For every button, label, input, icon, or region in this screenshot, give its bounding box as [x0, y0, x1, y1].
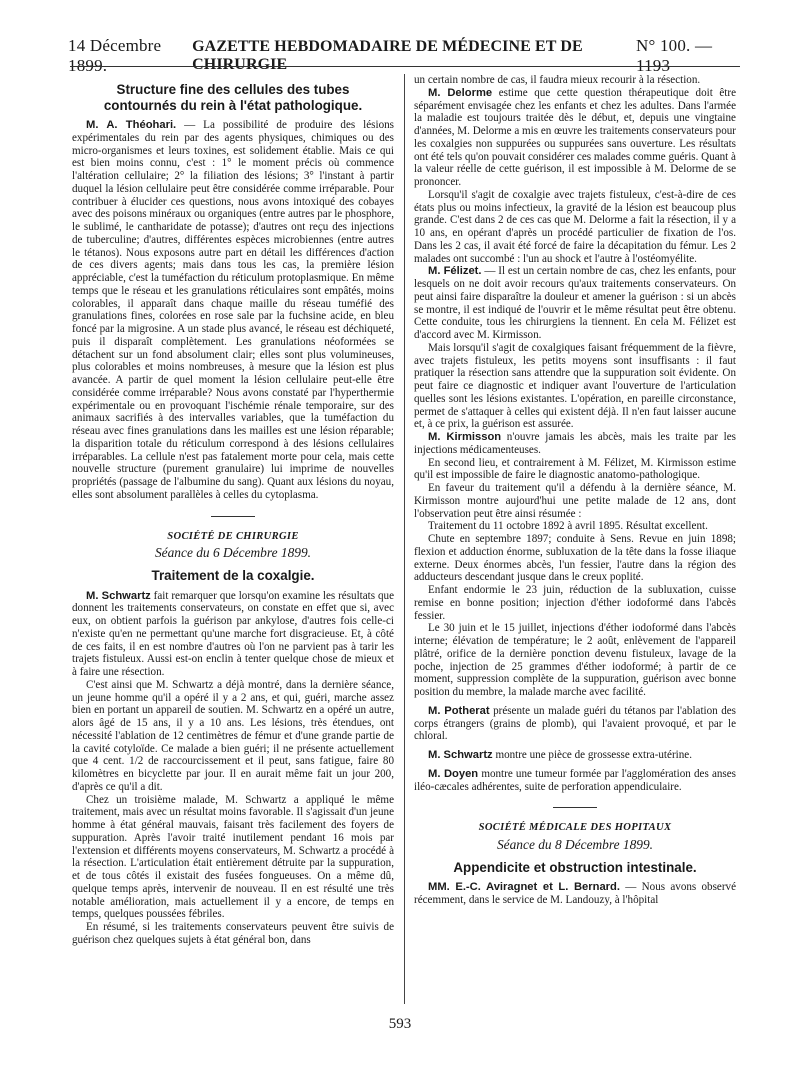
paragraph-kirmisson-6: Enfant endormie le 23 juin, réduction de la subluxation, cuisse remise en bonne position; injection d'éther iodoformé dans l'abcès fessier.: [414, 584, 736, 622]
paragraph-kirmisson-2: En second lieu, et contrairement à M. Félizet, M. Kirmisson estime qu'il est impossible de faire le diagnostic anatomo-pathologique.: [414, 456, 736, 482]
paragraph-kirmisson-7: Le 30 juin et le 15 juillet, injections d'éther iodoformé dans l'abcès interne; élévation de température; le 2 août, enlèvement de l'appareil plâtré, orifice de la dernière ponction devenu fistuleux, lavage de la poche, injection de 25 grammes d'éther iodoformé; à partir de ce moment, suppression complète de la suppuration, guérison avec bonne position du membre, la malade marche avec facilité.: [414, 622, 736, 698]
paragraph-felizet-2: Mais lorsqu'il s'agit de coxalgiques faisant fréquemment de la fièvre, avec trajets fistuleux, les petits moyens sont insuffisants : il faut pratiquer la résection sans attendre que la suppuration soit évidente. On peut faire ce diagnostic et indiquer avant l'ouverture de l'articulation quelles sont les lésions existantes. L'opération, en pareille circonstance, permet de s'attaquer à celles qui existent déjà. Il n'en faut laisser aucune et, à ce prix, la guérison est assurée.: [414, 341, 736, 431]
left-column: [72, 72, 394, 1006]
author-potherat: M. Potherat: [428, 704, 490, 717]
header-date: 14 Décembre 1899.: [68, 36, 162, 75]
section-separator: [211, 516, 255, 517]
header-issue-page: N° 100. — 1193: [636, 36, 713, 75]
section-separator-2: [553, 807, 597, 808]
running-header: [68, 36, 740, 75]
society-heading-hopitaux: SOCIÉTÉ MÉDICALE DES HOPITAUX: [478, 822, 672, 834]
seance-date-hopitaux: Séance du 8 Décembre 1899.: [496, 837, 654, 852]
paragraph-continued: un certain nombre de cas, il faudra mieux recourir à la résection.: [414, 74, 701, 86]
author-schwartz: M. Schwartz: [86, 589, 151, 602]
paragraph-doyen: M. Doyen montre une tumeur formée par l'agglomération des anses iléo-cæcales adhérentes, suite de perforation appendiculaire.: [414, 767, 736, 793]
paragraph-schwartz-3: Chez un troisième malade, M. Schwartz a appliqué le même traitement, mais avec un résultat moins favorable. Il s'agissait d'un jeune homme à état général mauvais, faisant très facilement des foyers de suppuration. Après l'avoir traité inutilement pendant 16 mois par l'extension et différents moyens conservateurs, M. Schwartz a procédé à la résection. L'articulation était entièrement détruite par la suppuration, et de tous côtés il existait des fusées fongueuses. On a même dû, quelque temps après, intervenir de nouveau. Il en est résulté une très notable amélioration, mais actuellement il y a encore, de temps en temps, quelques poussées fébriles.: [72, 793, 394, 921]
author-delorme: M. Delorme: [428, 86, 493, 99]
paragraph-schwartz-1: M. Schwartz fait remarquer que lorsqu'on examine les résultats que donnent les traitements conservateurs, on constate en effet que si, avec eux, on obtient parfois la guérison par ankylose, d'autres fois celle-ci n'existe qu'en ne permettant qu'une marche fort disgracieuse. Et, à côté de ces faits, il en est nombre d'autres où l'on ne parvient pas à tarir les trajets fistuleux. Aussi est-on enclin à tenter quelque chose de mieux et à faire une résection.: [72, 589, 394, 678]
article-title-structure: Structure fine des cellules des tubes contournés du rein à l'état pathologique.: [103, 82, 363, 113]
author-theohari: M. A. Théohari.: [86, 119, 177, 131]
paragraph-kirmisson-3: En faveur du traitement qu'il a défendu à la dernière séance, M. Kirmisson montre aujourd'hui une petite malade de 12 ans, dont l'observation peut être ainsi résumée :: [414, 482, 736, 520]
author-felizet: M. Félizet.: [428, 265, 482, 278]
paragraph-schwartz-4: En résumé, si les traitements conservateurs peuvent être suivis de guérison chez quelques sujets à état général bon, dans: [72, 921, 394, 946]
paragraph-delorme-1: M. Delorme estime que cette question thérapeutique doit être séparément envisagée chez les enfants et chez les adultes. Dans l'armée la maladie est toujours traitée dès le début, et, depuis une vingtaine d'années, M. Delorme a mis en œuvre les traitements conservateurs pour les coxalgies non suppurées ou suppurées sans ouverture. Les résultats ont été tels qu'on pouvait considérer ces malades comme guéris. Quant à la valeur réelle de cette guérison, il est impossible à M. Delorme de se prononcer.: [414, 86, 736, 188]
seance-date-chirurgie: Séance du 6 Décembre 1899.: [154, 545, 312, 561]
paragraph-kirmisson-5: Chute en septembre 1897; conduite à Sens. Revue en juin 1898; flexion et adduction énorme, subluxation de la tête dans la fosse iliaque externe. Deux énormes abcès, l'un fessier, l'autre dans la région des adducteurs descendant jusque dans le creux poplité.: [414, 533, 736, 584]
author-aviragnet-bernard: MM. E.-C. Aviragnet et L. Bernard.: [428, 881, 620, 894]
article-title-coxalgie: Traitement de la coxalgie.: [151, 568, 315, 583]
page-number: 593: [388, 1016, 412, 1032]
article-title-appendicite: Appendicite et obstruction intestinale.: [453, 859, 697, 875]
column-divider: [404, 74, 405, 1004]
paragraph-felizet-1: M. Félizet. — Il est un certain nombre de cas, chez les enfants, pour lesquels on ne doit avoir recours qu'aux traitements conservateurs. On peut ainsi faire disparaître la douleur et amener la guérison : si un abcès se montre, il est indiqué de l'ouvrir et le même résultat peut être obtenu. Cette conduite, tous les chirurgiens la tiennent. En cela M. Félizet est d'accord avec M. Kirmisson.: [414, 265, 736, 341]
society-heading-chirurgie: SOCIÉTÉ DE CHIRURGIE: [167, 530, 299, 542]
paragraph-potherat: M. Potherat présente un malade guéri du tétanos par l'ablation des corps étrangers (grains de plomb), qui l'avaient provoqué, et par le chloral.: [414, 704, 736, 743]
author-kirmisson: M. Kirmisson: [428, 431, 502, 443]
paragraph-aviragnet: MM. E.-C. Aviragnet et L. Bernard. — Nous avons observé récemment, dans le service de M. Landouzy, à l'hôpital: [414, 881, 736, 906]
paragraph-kirmisson-1: M. Kirmisson n'ouvre jamais les abcès, mais les traite par les injections médicamenteuses.: [414, 431, 736, 456]
header-rule: [70, 66, 740, 67]
journal-title: GAZETTE HEBDOMADAIRE DE MÉDECINE ET DE CHIRURGIE: [192, 38, 583, 73]
paragraph-schwartz-piece: M. Schwartz montre une pièce de grossesse extra-utérine.: [428, 749, 692, 761]
author-doyen: M. Doyen: [428, 767, 479, 780]
paragraph-kirmisson-4: Traitement du 11 octobre 1892 à avril 1895. Résultat excellent.: [428, 520, 708, 533]
paragraph-delorme-2: Lorsqu'il s'agit de coxalgie avec trajets fistuleux, c'est-à-dire de ces états plus ou moins infectieux, la gravité de la lésion est beaucoup plus grande. C'est dans 2 de ces cas que M. Delorme a fait la résection, il y a 10 ans, en opérant d'après un procédé particulier de fixation de l'os. Dans les 2 cas, il avait été forcé de faire la décapitation du fémur. Les 2 malades ont succombé : l'un au shock et l'autre à l'ostéomyélite.: [414, 188, 736, 265]
right-column: [414, 74, 736, 1008]
author-schwartz-2: M. Schwartz: [428, 749, 493, 761]
paragraph-schwartz-2: C'est ainsi que M. Schwartz a déjà montré, dans la dernière séance, un jeune homme qu'il a opéré il y a 2 ans, et qui, guéri, marche assez bien en portant un appareil de soutien. M. Schwartz en a opéré un autre, alors âgé de 15 ans, il y a 10 ans. Les lésions, très étendues, ont nécessité l'ablation de 12 centimètres de fémur et d'une grande partie de la cavité cotyloïde. Ce malade a bien guéri; il ne présente actuellement que 4 cent. 1/2 de raccourcissement et il peut, sans fatigue, faire 80 kilomètres en bicyclette par jour. Il en aurait même fait un jour 200, d'après ce qu'il a dit.: [72, 678, 394, 793]
paragraph-theohari: M. A. Théohari. — La possibilité de produire des lésions expérimentales du rein par des agents physiques, chimiques ou des micro-organismes et leurs toxines, est solidement établie. Mais ce qui est bien moins connu, c'est : 1° le moment précis où commence l'altération cellulaire; 2° la filiation des lésions; 3° l'instant à partir duquel la lésion cellulaire peut être considérée comme irréparable. Pour contribuer à élucider ces questions, nous avons intoxiqué des cobayes avec des poisons minéraux ou organiques (entre autres par le phosphore, le sublimé, le cantharidate de potasse); d'autres ont reçu des injections de tuberculine; d'autres, différentes espèces microbiennes (entre autres le tétanos). Nous exposons autre part en détail les différences d'action de ces divers agents; mais dans tous les cas, la première lésion appréciable, c'est la tuméfaction du réticulum protoplasmique. En même temps que le réseau et les granulations réticulaires sont empâtés, moins colorables, il apparaît dans chaque maille du réseau tuméfié des granulations fines, colorées en rose sale par la fuchsine acide, en bleu foncé par la migrosine. A un stade plus avancé, le réseau est déchiqueté, puis il disparaît complètement. Les granulations néoformées se détachent sur un fond absolument clair; elles sont plus volumineuses, plus colorables et moins nombreuses, à mesure que la lésion est plus avancée. A partir de quel moment la lésion cellulaire peut-elle être considérée comme irréparable? Nous avons constaté par l'hyperthermie expérimentale ou en provoquant l'ischémie rénale temporaire, sur des animaux sacrifiés à des intervalles variables, que la tuméfaction du réseau avec fines granulations dans les mailles est une lésion réparable; la disparition totale du réticulum correspond à des lésions cellulaires irréparables. La cellule n'est pas fatalement morte pour cela, mais cette nouvelle structure (purement granulaire) lui imprime de nouvelles propriétés (passage de l'albumine du sang). Quant aux lésions du noyau, elles sont absolument parallèles à celles du cytoplasma.: [72, 119, 394, 501]
